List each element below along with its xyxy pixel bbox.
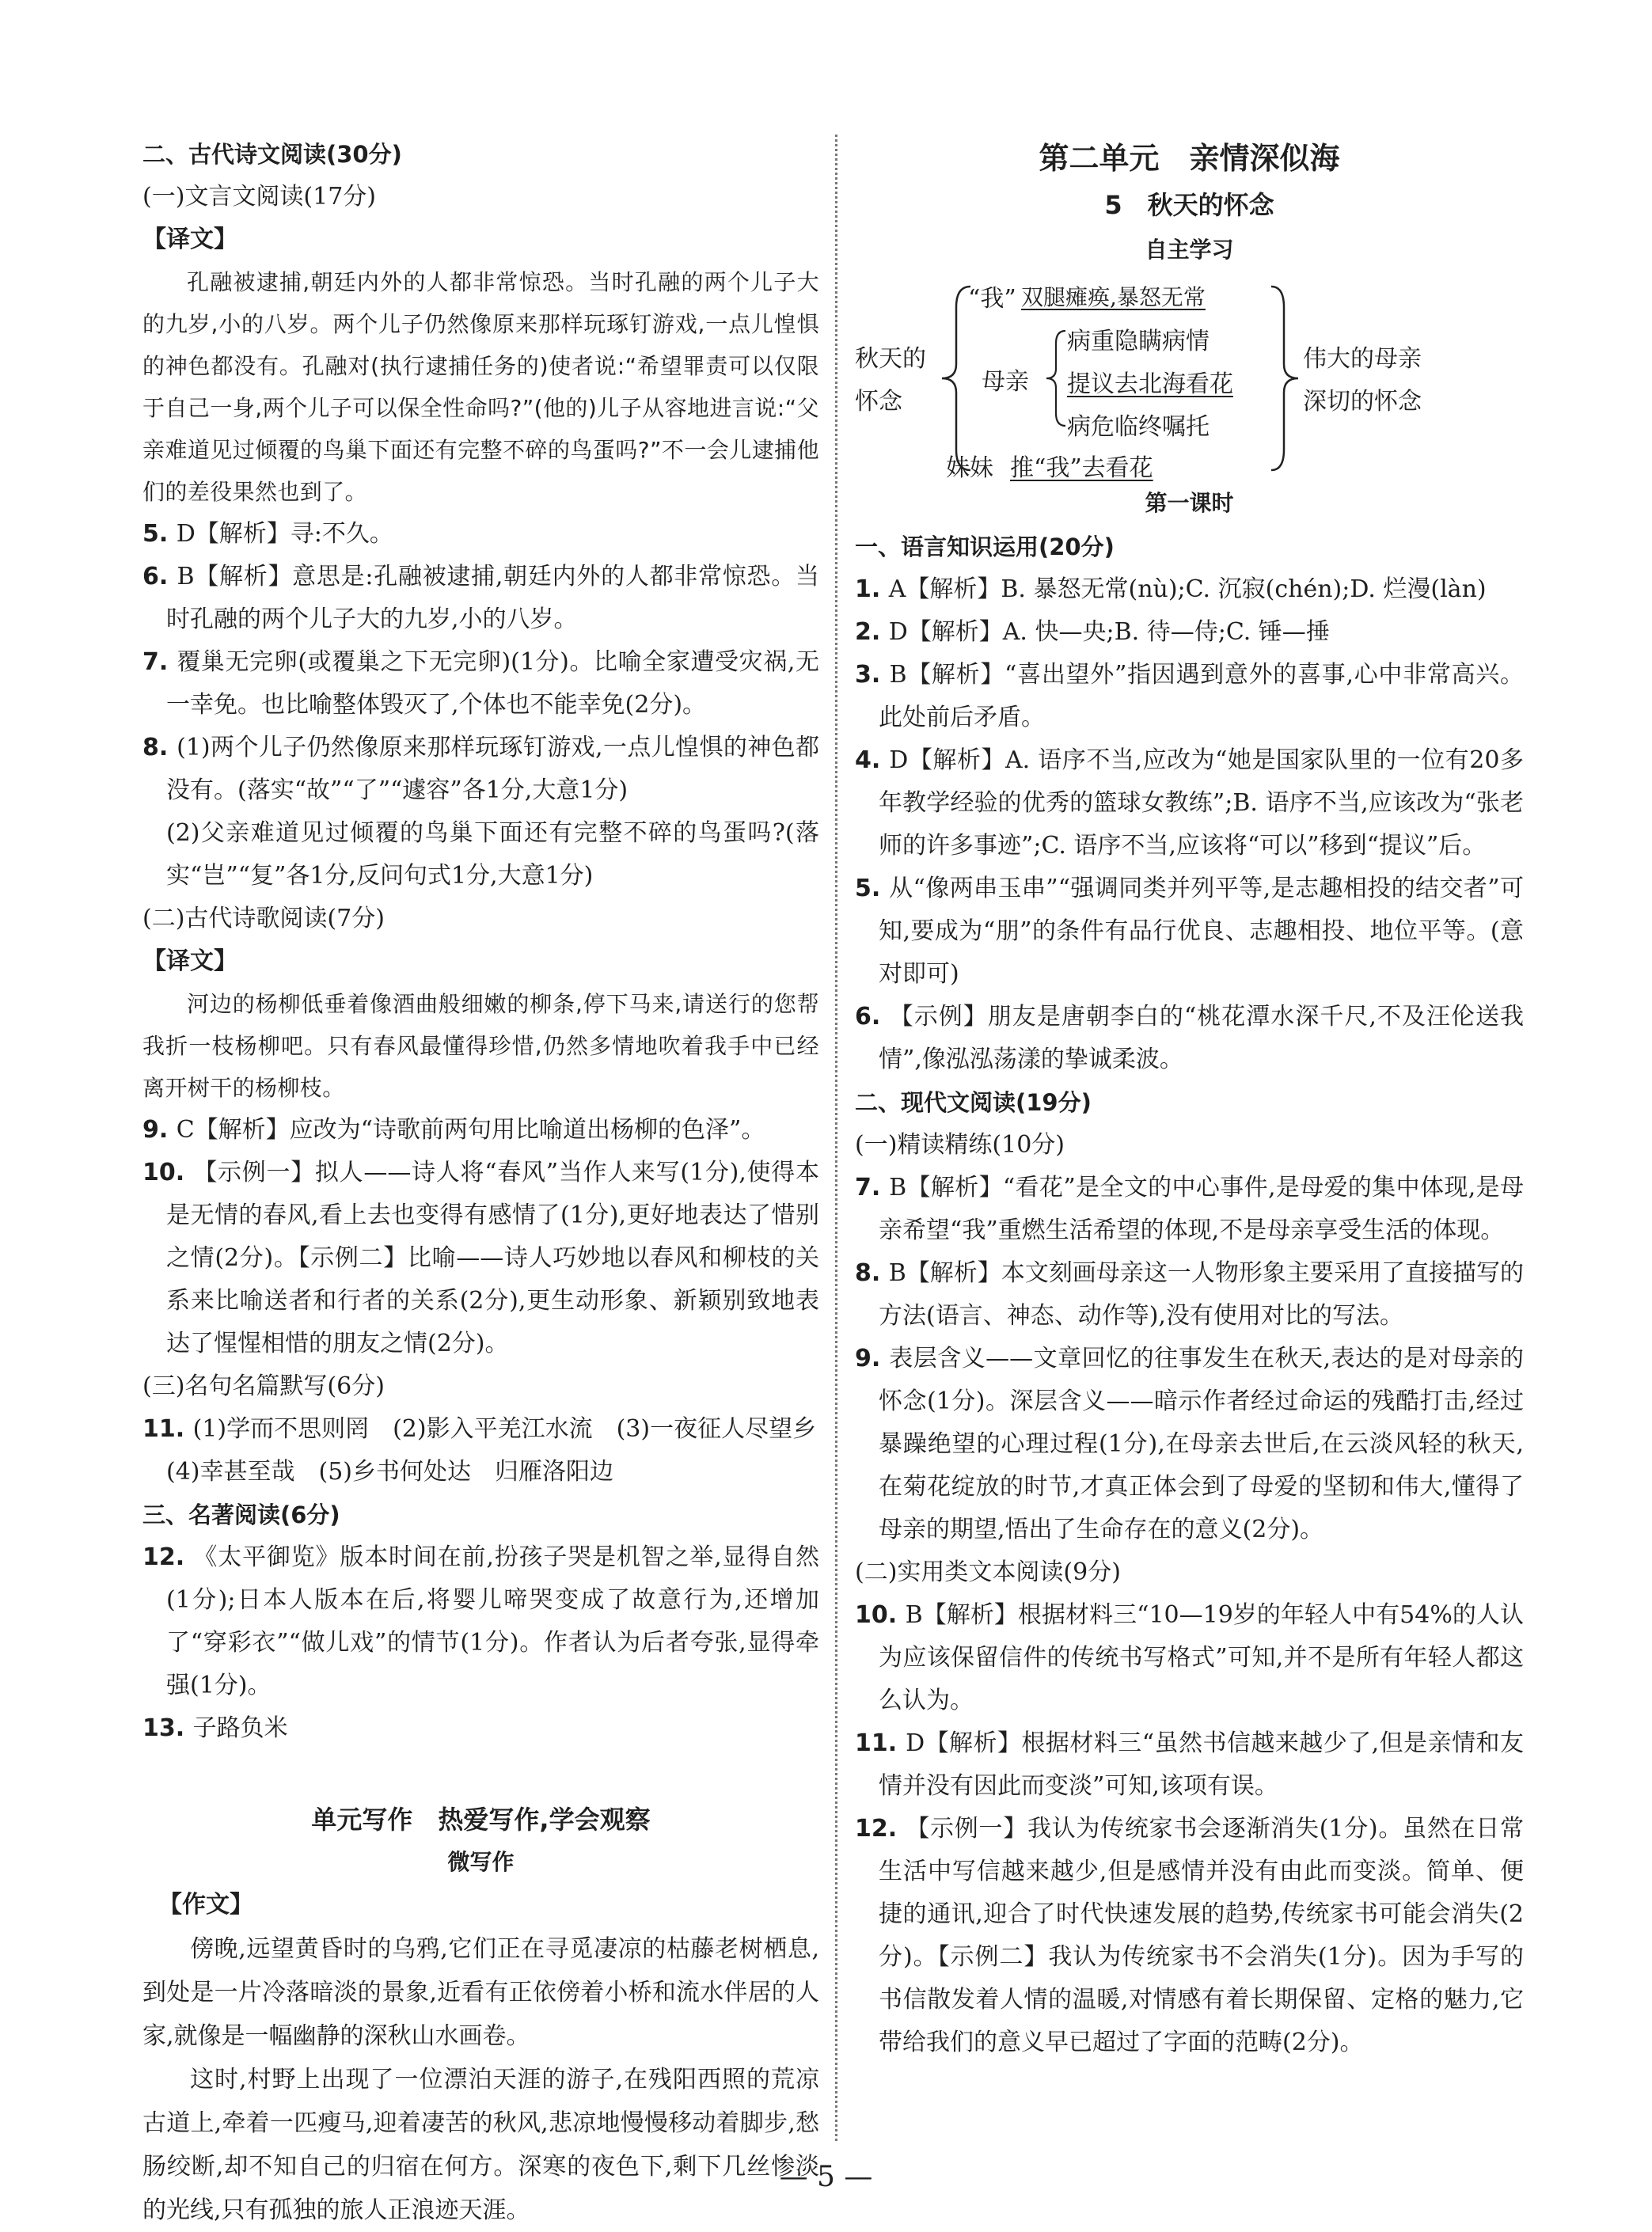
mind-map <box>855 275 1524 481</box>
answer-8-part2: (2)父亲难道见过倾覆的鸟巢下面还有完整不碎的鸟蛋吗?(落实“岂”“复”各1分,反问句式1分,大意1分) <box>166 819 819 890</box>
essay-paragraph-1: 傍晚,远望黄昏时的乌鸦,它们正在寻觅凄凉的枯藤老树栖息,到处是一片冷落暗淡的景象,近看有正依傍着小桥和流水伴居的人家,就像是一幅幽静的深秋山水画卷。 <box>142 1935 819 2050</box>
answer-11-part2: (4)幸甚至哉 (5)乡书何处达 归雁洛阳边 <box>166 1458 613 1486</box>
answer-r7: 7. B【解析】“看花”是全文的中心事件,是母爱的集中体现,是母亲希望“我”重燃生活希望的体现,不是母亲享受生活的体现。 <box>855 1174 1524 1244</box>
answer-9: 9. C【解析】应改为“诗歌前两句用比喻道出杨柳的色泽”。 <box>142 1116 765 1144</box>
mindmap-root-line1: 秋天的 <box>855 345 926 373</box>
answer-10: 10. 【示例一】拟人——诗人将“春风”当作人来写(1分),使得本是无情的春风,看上去也变得有感情了(1分),更好地表达了惜别之情(2分)。【示例二】比喻——诗人巧妙地以春风和柳枝的关系来比喻送者和行者的关系(2分),更生动形象、新颖别致地表达了惺惺相惜的朋友之情(2分)。 <box>142 1159 819 1357</box>
answer-12: 12. 《太平御览》版本时间在前,扮孩子哭是机智之举,显得自然(1分);日本人版本在后,将婴儿啼哭变成了故意行为,还增加了“穿彩衣”“做儿戏”的情节(1分)。作者认为后者夸张,显得牵强(1分)。 <box>142 1543 819 1699</box>
translation-text: 孔融被逮捕,朝廷内外的人都非常惊恐。当时孔融的两个儿子大的九岁,小的八岁。两个儿子仍然像原来那样玩琢钉游戏,一点儿惶惧的神色都没有。孔融对(执行逮捕任务的)使者说:“希望罪责可以仅限于自己一身,两个儿子可以保全性命吗?”(他的)儿子从容地进言说:“父亲难道见过倾覆的鸟巢下面还有完整不碎的鸟蛋吗?”不一会儿逮捕他们的差役果然也到了。 <box>142 269 819 505</box>
subsection-practical: (二)实用类文本阅读(9分) <box>855 1558 1121 1586</box>
mindmap-me-detail: 双腿瘫痪,暴怒无常 <box>1021 284 1206 310</box>
answer-r11: 11. D【解析】根据材料三“虽然书信越来越少了,但是亲情和友情并没有因此而变淡”可知,该项有误。 <box>855 1729 1524 1800</box>
section-classics: 三、名著阅读(6分) <box>142 1501 340 1528</box>
answer-r9: 9. 表层含义——文章回忆的往事发生在秋天,表达的是对母亲的怀念(1分)。深层含义——暗示作者经过命运的残酷打击,经过暴躁绝望的心理过程(1分),在母亲去世后,在云淡风轻的秋天,在菊花绽放的时节,才真正体会到了母爱的坚韧和伟大,懂得了母亲的期望,悟出了生命存在的意义(2分)。 <box>855 1345 1524 1543</box>
writing-subtitle: 微写作 <box>447 1849 515 1875</box>
mindmap-sister: 妹妹 <box>946 454 993 482</box>
translation-label: 【译文】 <box>142 226 237 253</box>
answer-11: 11. (1)学而不思则罔 (2)影入平羌江水流 (3)一夜征人尽望乡 <box>142 1415 817 1443</box>
lesson-period-heading: 第一课时 <box>1145 490 1234 516</box>
answer-r5: 5. 从“像两串玉串”“强调同类并列平等,是志趣相投的结交者”可知,要成为“朋”的条件有品行优良、志趣相投、地位平等。(意对即可) <box>855 875 1524 988</box>
right-brace <box>1267 283 1306 473</box>
section-modern-reading: 二、现代文阅读(19分) <box>855 1089 1092 1116</box>
answer-r3: 3. B【解析】“喜出望外”指因遇到意外的喜事,心中非常高兴。此处前后矛盾。 <box>855 661 1524 731</box>
mindmap-mother: 母亲 <box>982 368 1029 396</box>
translation-label-2: 【译文】 <box>142 947 237 975</box>
answer-r2: 2. D【解析】A. 快—央;B. 待—侍;C. 锤—捶 <box>855 618 1330 646</box>
self-study-heading: 自主学习 <box>1145 237 1234 263</box>
mindmap-theme-1: 伟大的母亲 <box>1303 345 1422 373</box>
mindmap-sister-detail: 推“我”去看花 <box>1010 454 1153 482</box>
answer-13: 13. 子路负米 <box>142 1714 288 1742</box>
answer-8: 8. (1)两个儿子仍然像原来那样玩琢钉游戏,一点儿惶惧的神色都没有。(落实“故”“了”“遽容”各1分,大意1分) <box>142 734 820 804</box>
section-language: 一、语言知识运用(20分) <box>855 533 1115 560</box>
answer-r12: 12. 【示例一】我认为传统家书会逐渐消失(1分)。虽然在日常生活中写信越来越少,但是感情并没有由此而变淡。简单、便捷的通讯,迎合了时代快速发展的趋势,传统家书可能会消失(2分)。【示例二】我认为传统家书不会消失(1分)。因为手写的书信散发着人情的温暖,对情感有着长期保留、定格的魅力,它带给我们的意义早已超过了字面的范畴(2分)。 <box>855 1815 1525 2056</box>
answer-r8: 8. B【解析】本文刻画母亲这一人物形象主要采用了直接描写的方法(语言、神态、动作等),没有使用对比的写法。 <box>855 1259 1525 1330</box>
subsection-classical-prose: (一)文言文阅读(17分) <box>142 183 376 211</box>
mindmap-mother-3: 病危临终嘱托 <box>1067 413 1210 441</box>
subsection-poetry: (二)古代诗歌阅读(7分) <box>142 905 385 932</box>
mindmap-root-line2: 怀念 <box>855 388 902 416</box>
essay-label: 【作文】 <box>158 1891 253 1919</box>
mindmap-mother-2: 提议去北海看花 <box>1067 370 1233 398</box>
essay-paragraph-2: 这时,村野上出现了一位漂泊天涯的游子,在残阳西照的荒凉古道上,牵着一匹瘦马,迎着凄苦的秋风,悲凉地慢慢移动着脚步,愁肠绞断,却不知自己的归宿在何方。深寒的夜色下,剩下几丝惨淡的光线,只有孤独的旅人正浪迹天涯。 <box>142 2066 819 2224</box>
mindmap-theme-2: 深切的怀念 <box>1303 388 1422 416</box>
lesson-title: 5 秋天的怀念 <box>1104 190 1274 220</box>
translation-text-2: 河边的杨柳低垂着像酒曲般细嫩的柳条,停下马来,请送行的您帮我折一枝杨柳吧。只有春风最懂得珍惜,仍然多情地吹着我手中已经离开树干的杨柳枝。 <box>142 991 819 1101</box>
answer-7: 7. 覆巢无完卵(或覆巢之下无完卵)(1分)。比喻全家遭受灾祸,无一幸免。也比喻整体毁灭了,个体也不能幸免(2分)。 <box>142 648 819 719</box>
writing-title: 单元写作 热爱写作,学会观察 <box>311 1805 651 1835</box>
right-column <box>855 133 1524 2064</box>
page-number: — 5 — <box>779 2161 873 2193</box>
column-divider <box>835 135 837 2141</box>
mindmap-me: “我” <box>968 285 1016 313</box>
answer-r10: 10. B【解析】根据材料三“10—19岁的年轻人中有54%的人认为应该保留信件的传统书写格式”可知,并不是所有年轻人都这么认为。 <box>855 1601 1524 1714</box>
subsection-intensive: (一)精读精练(10分) <box>855 1131 1065 1159</box>
answer-r1: 1. A【解析】B. 暴怒无常(nù);C. 沉寂(chén);D. 烂漫(làn) <box>855 575 1487 603</box>
unit-title: 第二单元 亲情深似海 <box>1039 141 1340 176</box>
mindmap-mother-1: 病重隐瞒病情 <box>1067 328 1210 355</box>
left-column <box>142 133 819 2232</box>
section-ancient-reading: 二、古代诗文阅读(30分) <box>142 141 402 168</box>
answer-5: 5. D【解析】寻:不久。 <box>142 520 393 548</box>
answer-6: 6. B【解析】意思是:孔融被逮捕,朝廷内外的人都非常惊恐。当时孔融的两个儿子大的九岁,小的八岁。 <box>142 563 819 633</box>
answer-r6: 6. 【示例】朋友是唐朝李白的“桃花潭水深千尺,不及汪伦送我情”,像泓泓荡漾的挚诚柔波。 <box>855 1003 1524 1073</box>
subsection-recitation: (三)名句名篇默写(6分) <box>142 1372 385 1400</box>
answer-r4: 4. D【解析】A. 语序不当,应改为“她是国家队里的一位有20多年教学经验的优秀的篮球女教练”;B. 语序不当,应该改为“张老师的许多事迹”;C. 语序不当,应该将“可以”移到“提议”后。 <box>855 746 1524 860</box>
